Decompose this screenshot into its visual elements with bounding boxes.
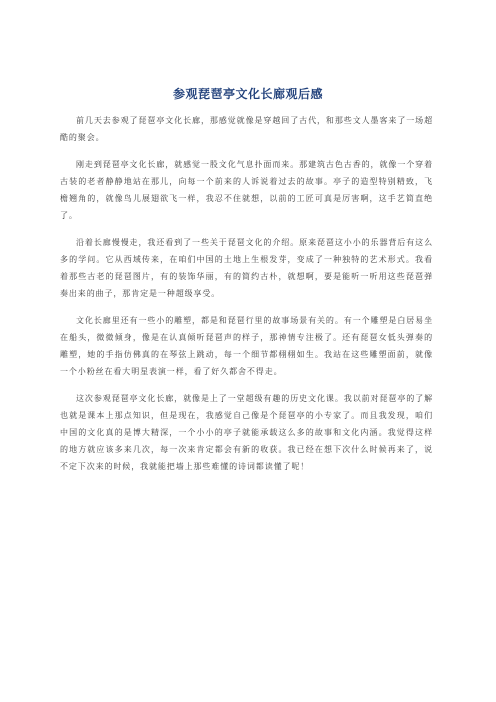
document-body xyxy=(60,112,433,485)
paragraph-5: 这次参观琵琶亭文化长廊，就像是上了一堂超级有趣的历史文化课。我以前对琵琶亭的了解也就是课本上那点知识，但是现在，我感觉自己像是个琵琶亭的小专家了。而且我发现，咱们中国的文化真的是博大精深，一个小小的亭子就能承载这么多的故事和文化内涵。我觉得这样的地方就应该多来几次，每一次来肯定都会有新的收获。我已经在想下次什么时候再来了，说不定下次来的时候，我就能把墙上那些难懂的诗词都读懂了呢！ xyxy=(60,394,433,471)
paragraph-2: 刚走到琵琶亭文化长廊，就感觉一股文化气息扑面而来。那建筑古色古香的，就像一个穿着古装的老者静静地站在那儿，向每一个前来的人诉说着过去的故事。亭子的造型特别精致，飞檐翘角的，就像鸟儿展翅欲飞一样，我忍不住就想，以前的工匠可真是厉害啊，这手艺简直绝了。 xyxy=(60,160,433,220)
paragraph-3: 沿着长廊慢慢走，我还看到了一些关于琵琶文化的介绍。原来琵琶这小小的乐器背后有这么多的学问。它从西域传来，在咱们中国的土地上生根发芽，变成了一种独特的艺术形式。我看着那些古老的琵琶图片，有的装饰华丽，有的简约古朴，就想啊，要是能听一听用这些琵琶弹奏出来的曲子，那肯定是一种超级享受。 xyxy=(60,238,433,298)
paragraph-1: 前几天去参观了琵琶亭文化长廊，那感觉就像是穿越回了古代，和那些文人墨客来了一场超酷的聚会。 xyxy=(60,116,433,142)
document-title: 参观琵琶亭文化长廊观后感 xyxy=(172,87,323,101)
paragraph-4: 文化长廊里还有一些小的雕塑，都是和琵琶行里的故事场景有关的。有一个雕塑是白居易坐在船头，微微倾身，像是在认真倾听琵琶声的样子，那神情专注极了。还有琵琶女低头弹奏的雕塑，她的手指仿佛真的在琴弦上跳动，每一个细节都栩栩如生。我站在这些雕塑面前，就像一个小粉丝在看大明星表演一样，看了好久都舍不得走。 xyxy=(60,316,433,376)
